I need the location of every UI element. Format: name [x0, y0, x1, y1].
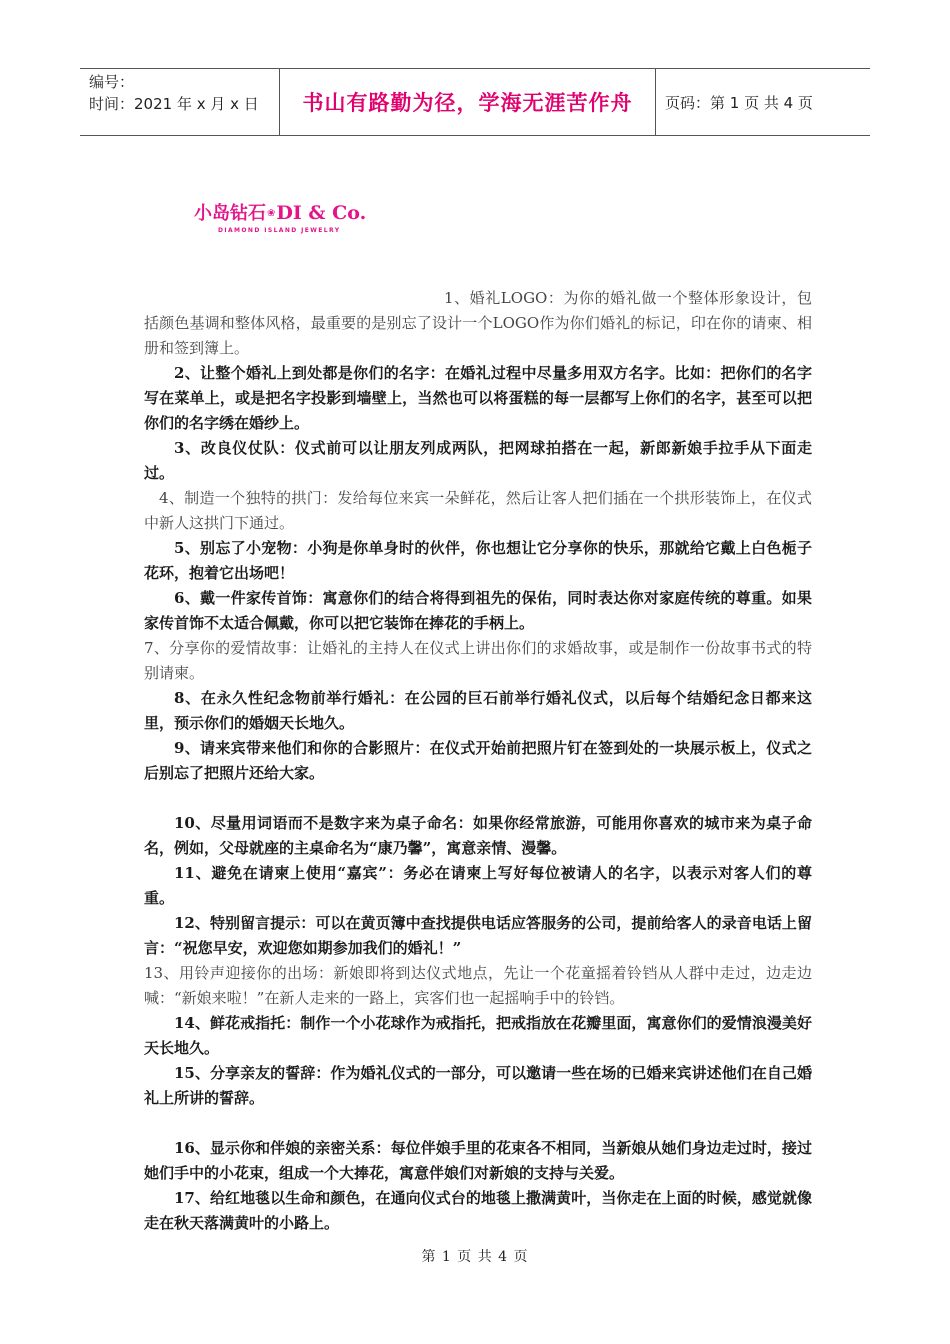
paragraph-11: 11、避免在请柬上使用“嘉宾”：务必在请柬上写好每位被请人的名字，以表示对客人们的尊重。 [144, 864, 812, 907]
paragraph-6: 6、戴一件家传首饰：寓意你们的结合将得到祖先的保佑，同时表达你对家庭传统的尊重。如果家传首饰不太适合佩戴，你可以把它装饰在捧花的手柄上。 [144, 589, 812, 632]
paragraph-8: 8、在永久性纪念物前举行婚礼：在公园的巨石前举行婚礼仪式，以后每个结婚纪念日都来这里，预示你们的婚姻天长地久。 [144, 689, 812, 732]
logo-cn: 小岛钻石 [194, 203, 266, 224]
page-footer: 第 1 页 共 4 页 [421, 1249, 529, 1265]
logo-subtitle: DIAMOND ISLAND JEWELRY [218, 227, 341, 234]
paragraph-12: 12、特别留言提示：可以在黄页簿中查找提供电话应答服务的公司，提前给客人的录音电话上留言：“祝您早安，欢迎您如期参加我们的婚礼！” [144, 914, 812, 957]
paragraph-2: 2、让整个婚礼上到处都是你们的名字：在婚礼过程中尽量多用双方名字。比如：把你们的名字写在菜单上，或是把名字投影到墙壁上，当然也可以将蛋糕的每一层都写上你们的名字，甚至可以把你们的名字绣在婚纱上。 [144, 364, 812, 432]
spacer [144, 786, 812, 811]
flower-icon: ❀ [267, 208, 276, 219]
paragraph-15: 15、分享亲友的誓辞：作为婚礼仪式的一部分，可以邀请一些在场的已婚来宾讲述他们在自己婚礼上所讲的誓辞。 [144, 1064, 812, 1107]
article-body [144, 286, 812, 1236]
time-label: 时间：2021 年 x 月 x 日 [89, 95, 259, 113]
paragraph-17: 17、给红地毯以生命和颜色，在通向仪式台的地毯上撒满黄叶，当你走在上面的时候，感觉就像走在秋天落满黄叶的小路上。 [144, 1189, 812, 1232]
logo-en: DI & Co. [276, 202, 367, 224]
paragraph-3: 3、改良仪仗队：仪式前可以让朋友列成两队，把网球拍搭在一起，新郎新娘手拉手从下面走过。 [144, 439, 812, 482]
paragraph-9: 9、请来宾带来他们和你的合影照片：在仪式开始前把照片钉在签到处的一块展示板上，仪式之后别忘了把照片还给大家。 [144, 739, 812, 782]
paragraph-14: 14、鲜花戒指托：制作一个小花球作为戒指托，把戒指放在花瓣里面，寓意你们的爱情浪漫美好天长地久。 [144, 1014, 812, 1057]
header-motto: 书山有路勤为径，学海无涯苦作舟 [280, 69, 656, 135]
logo-main [194, 202, 384, 225]
number-label: 编号： [89, 73, 135, 91]
header-meta [80, 69, 280, 135]
page-header [80, 68, 870, 136]
spacer [144, 1111, 812, 1136]
paragraph-4: 4、制造一个独特的拱门：发给每位来宾一朵鲜花，然后让客人把们插在一个拱形装饰上，在仪式中新人这拱门下通过。 [144, 489, 812, 532]
brand-logo [194, 202, 384, 240]
paragraph-5: 5、别忘了小宠物：小狗是你单身时的伙伴，你也想让它分享你的快乐，那就给它戴上白色栀子花环，抱着它出场吧！ [144, 539, 812, 582]
paragraph-7: 7、分享你的爱情故事：让婚礼的主持人在仪式上讲出你们的求婚故事，或是制作一份故事书式的特别请柬。 [144, 639, 812, 682]
paragraph-16: 16、显示你和伴娘的亲密关系：每位伴娘手里的花束各不相同，当新娘从她们身边走过时，接过她们手中的小花束，组成一个大捧花，寓意伴娘们对新娘的支持与关爱。 [144, 1139, 812, 1182]
paragraph-13: 13、用铃声迎接你的出场：新娘即将到达仪式地点，先让一个花童摇着铃铛从人群中走过，边走边喊：“新娘来啦！”在新人走来的一路上，宾客们也一起摇响手中的铃铛。 [144, 964, 812, 1007]
paragraph-1: 1、婚礼LOGO：为你的婚礼做一个整体形象设计，包括颜色基调和整体风格，最重要的是别忘了设计一个LOGO作为你们婚礼的标记，印在你的请柬、相册和签到簿上。 [144, 289, 812, 357]
header-page-label: 页码：第 1 页 共 4 页 [665, 93, 813, 112]
paragraph-10: 10、尽量用词语而不是数字来为桌子命名：如果你经常旅游，可能用你喜欢的城市来为桌子命名，例如，父母就座的主桌命名为“康乃馨”，寓意亲情、漫馨。 [144, 814, 812, 857]
